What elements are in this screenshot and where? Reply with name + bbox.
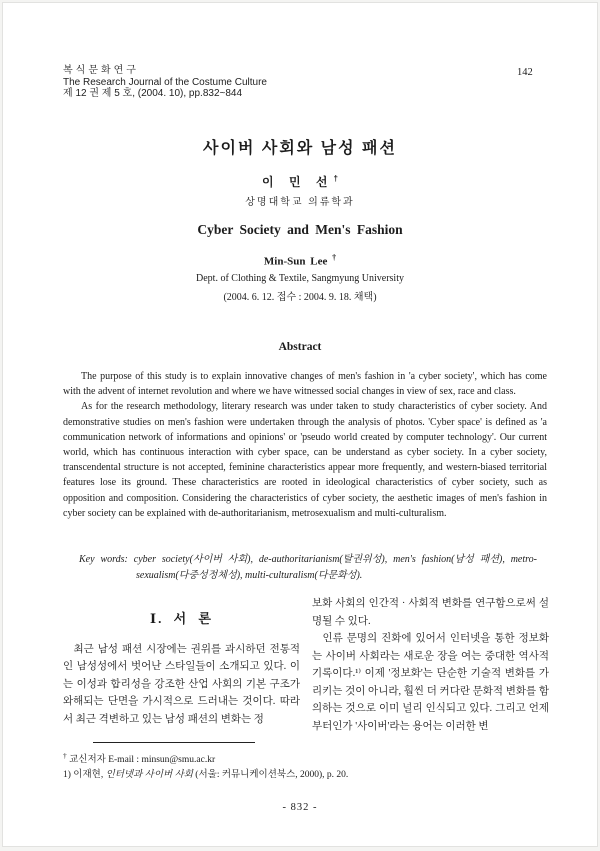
right-column-paragraph-2: 인류 문명의 진화에 있어서 인터넷을 통한 정보화는 사이버 사회라는 새로운 장을 여는 중대한 역사적 기록이다.¹⁾ 이제 '정보화'는 단순한 기술적 변화를 가리키는 것이 아니라, 훨씬 더 커다란 문화적 변화를 함의하는 것으로 이미 널리 인식되고 있다. 그리고 언제부터인가 '사이버'라는 용어는 이러한 변 [312, 633, 549, 732]
left-column-paragraph: 최근 남성 패션 시장에는 권위를 과시하던 전통적인 남성성에서 벗어난 스타일들이 소개되고 있다. 이는 이성과 합리성을 강조한 산업 사회의 기본 구조가 와해되는 단면을 가시적으로 드러내는 것이다. 따라서 최근 격변하고 있는 남성 패션의 변화는 정 [63, 643, 300, 725]
abstract-paragraph-1: The purpose of this study is to explain innovative changes of men's fashion in 'a cyber society', which has come with the advent of internet revolution and where we have witnessed social changes in view of sex, race and class. [63, 371, 547, 398]
journal-header [63, 65, 267, 100]
author-korean-text: 이 민 선 [262, 175, 334, 189]
abstract-body [63, 369, 547, 521]
author-name-english [3, 253, 597, 268]
corresponding-author-dagger-en: † [332, 253, 337, 262]
scanned-paper-page [2, 2, 598, 847]
keywords-label: Key words: [79, 554, 134, 565]
keywords-block [79, 552, 537, 583]
affiliation-english: Dept. of Clothing & Textile, Sangmyung University [196, 273, 404, 284]
received-accepted-dates: (2004. 6. 12. 접수 : 2004. 9. 18. 채택) [223, 292, 377, 303]
article-title-korean: 사이버 사회와 남성 패션 [203, 140, 397, 157]
article-title-english: Cyber Society and Men's Fashion [197, 222, 403, 237]
left-column [63, 595, 300, 735]
journal-issue-info: 제 12 권 제 5 호, (2004. 10), pp.832~844 [63, 88, 243, 99]
abstract-paragraph-2: As for the research methodology, literary research was under taken to study characteristics of cyber society. And demonstrative studies on men's fashion were undertaken through the analysis of photos. 'Cyber space' is defined as 'a communication network of informations and opinions' or 'pseudo world created by computer technology'. Our current world, which has continuous interaction with cyber space, can be understand as cyber society. In a cyber society, transcendental structure is not accepted, feminine characteristics appear more frequently, and western-biased territorial features lose its ground. These characteristics are rooted in ideological characteristics of cyber society, such as opposition and composition. Considering the characteristics of cyber society, the aesthetic images of men's fashion in cyber society can be explained with de-authoritarianism, metrosexualism and multi-culturalism. [63, 401, 547, 519]
footnote-1 [63, 768, 547, 783]
footnote-1-book-title: 인터넷과 사이버 사회 [105, 770, 193, 781]
footnote-dagger: † [63, 751, 67, 760]
abstract-heading: Abstract [278, 341, 322, 353]
journal-name-english: The Research Journal of the Costume Culture [63, 76, 267, 88]
section-1-heading: Ⅰ. 서 론 [150, 611, 213, 626]
footnote-1-suffix: (서울: 커뮤니케이션북스, 2000), p. 20. [192, 770, 349, 781]
journal-name-korean: 복식문화연구 [63, 65, 139, 76]
right-column-paragraph-1: 보화 사회의 인간적 · 사회적 변화를 연구함으로써 설명될 수 있다. [312, 598, 549, 627]
footnote-area [63, 742, 547, 783]
author-name-korean [3, 173, 597, 190]
page-number-bottom: - 832 - [282, 802, 318, 813]
author-english-text: Min-Sun Lee [263, 255, 328, 268]
corresponding-author-dagger: † [333, 174, 338, 183]
affiliation-korean: 상명대학교 의류학과 [245, 197, 355, 208]
page-number-top: 142 [517, 67, 533, 78]
footnote-divider-rule [93, 742, 255, 743]
corresponding-author-footnote [63, 748, 547, 768]
corresponding-author-email: 교신저자 E-mail : minsun@smu.ac.kr [66, 755, 216, 766]
footnote-1-prefix: 1) 이재현, [63, 770, 106, 781]
two-column-body [63, 595, 549, 735]
keywords-text: cyber society(사이버 사회), de-authoritarianism(탈권위성), men's fashion(남성 패션), metro-sexualism(다중성정체성), multi-culturalism(다문화성). [133, 554, 537, 581]
right-column [312, 595, 549, 735]
